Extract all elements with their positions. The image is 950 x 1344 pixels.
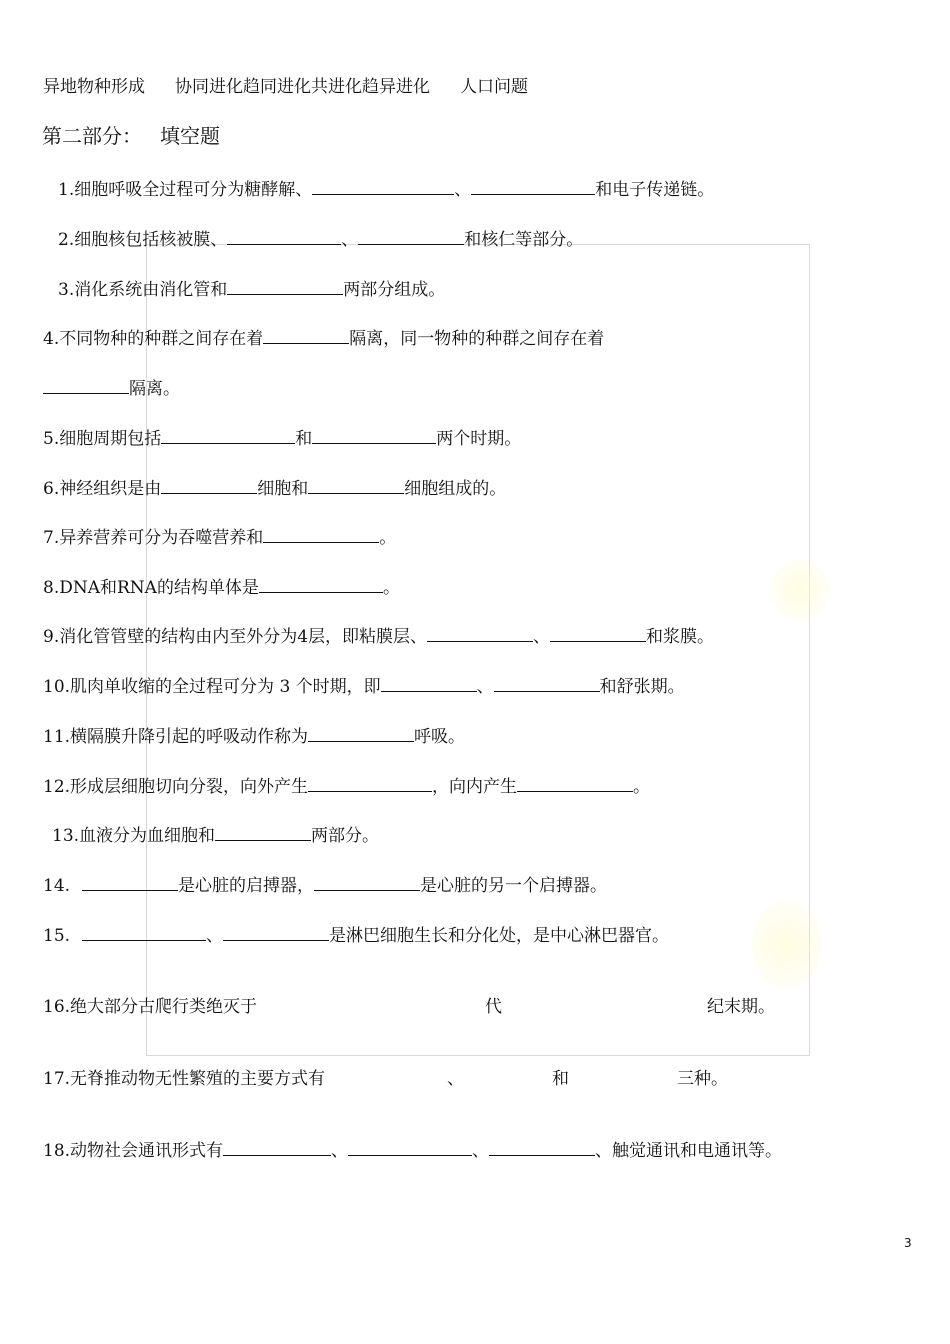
answer-blank[interactable] xyxy=(312,180,454,195)
answer-blank[interactable] xyxy=(550,627,646,642)
answer-blank[interactable] xyxy=(43,379,129,394)
term-population: 人口问题 xyxy=(460,77,528,97)
section-title: 填空题 xyxy=(160,124,220,148)
section-part: 第二部分： xyxy=(42,124,142,148)
question-2: 2.细胞核包括核被膜、 、 和核仁等部分。 xyxy=(58,230,584,250)
answer-blank[interactable] xyxy=(308,727,414,742)
answer-blank[interactable] xyxy=(82,876,178,891)
top-terms xyxy=(43,76,528,98)
question-9: 9.消化管管壁的结构由内至外分为4层，即粘膜层、 、 和浆膜。 xyxy=(43,627,715,647)
question-16: 16.绝大部分古爬行类绝灭于 代 纪末期。 xyxy=(43,997,775,1017)
question-10: 10.肌肉单收缩的全过程可分为 3 个时期，即 、 和舒张期。 xyxy=(43,677,685,697)
question-5: 5.细胞周期包括 和 两个时期。 xyxy=(43,429,522,449)
answer-blank[interactable] xyxy=(215,826,311,841)
question-6: 6.神经组织是由 细胞和 细胞组成的。 xyxy=(43,479,507,499)
question-18: 18.动物社会通讯形式有 、 、 、触觉通讯和电通讯等。 xyxy=(43,1141,783,1161)
answer-blank[interactable] xyxy=(348,1141,472,1156)
answer-blank[interactable] xyxy=(381,677,477,692)
question-1: 1.细胞呼吸全过程可分为糖酵解、 、 和电子传递链。 xyxy=(58,180,715,200)
term-coevolution: 协同进化趋同进化共进化趋异进化 xyxy=(175,77,430,97)
question-13: 13.血液分为血细胞和 两部分。 xyxy=(52,826,380,846)
answer-blank[interactable] xyxy=(161,429,295,444)
answer-blank[interactable] xyxy=(263,528,379,543)
question-3: 3.消化系统由消化管和 两部分组成。 xyxy=(58,280,446,300)
question-7: 7.异养营养可分为吞噬营养和 。 xyxy=(43,528,397,548)
section-heading xyxy=(42,123,220,149)
answer-blank[interactable] xyxy=(308,479,404,494)
answer-blank[interactable] xyxy=(263,329,349,344)
page-number: 3 xyxy=(904,1236,912,1250)
answer-blank[interactable] xyxy=(227,280,343,295)
term-allopatric: 异地物种形成 xyxy=(43,77,145,97)
question-4: 4.不同物种的种群之间存在着 隔离，同一物种的种群之间存在着 xyxy=(43,329,605,349)
answer-blank[interactable] xyxy=(427,627,533,642)
question-8: 8.DNA和RNA的结构单体是 。 xyxy=(43,578,400,598)
answer-blank[interactable] xyxy=(312,429,436,444)
answer-blank[interactable] xyxy=(314,876,420,891)
answer-blank[interactable] xyxy=(517,777,633,792)
answer-blank[interactable] xyxy=(82,926,206,941)
question-12: 12.形成层细胞切向分裂，向外产生 ，向内产生 。 xyxy=(43,777,651,797)
answer-blank[interactable] xyxy=(161,479,257,494)
answer-blank[interactable] xyxy=(259,578,383,593)
answer-blank[interactable] xyxy=(471,180,595,195)
watermark-glow xyxy=(770,560,830,620)
question-15: 15. 、 是淋巴细胞生长和分化处，是中心淋巴器官。 xyxy=(43,926,670,946)
answer-blank[interactable] xyxy=(308,777,432,792)
answer-blank[interactable] xyxy=(223,926,329,941)
question-14: 14. 是心脏的启搏器， 是心脏的另一个启搏器。 xyxy=(43,876,608,896)
answer-blank[interactable] xyxy=(358,230,464,245)
question-17: 17.无脊推动物无性繁殖的主要方式有 、 和 三种。 xyxy=(43,1069,728,1089)
answer-blank[interactable] xyxy=(223,1141,331,1156)
answer-blank[interactable] xyxy=(489,1141,595,1156)
answer-blank[interactable] xyxy=(494,677,600,692)
watermark-glow xyxy=(752,900,822,990)
answer-blank[interactable] xyxy=(227,230,341,245)
question-4-continued: 隔离。 xyxy=(43,378,180,400)
question-11: 11.横隔膜升降引起的呼吸动作称为 呼吸。 xyxy=(43,727,466,747)
